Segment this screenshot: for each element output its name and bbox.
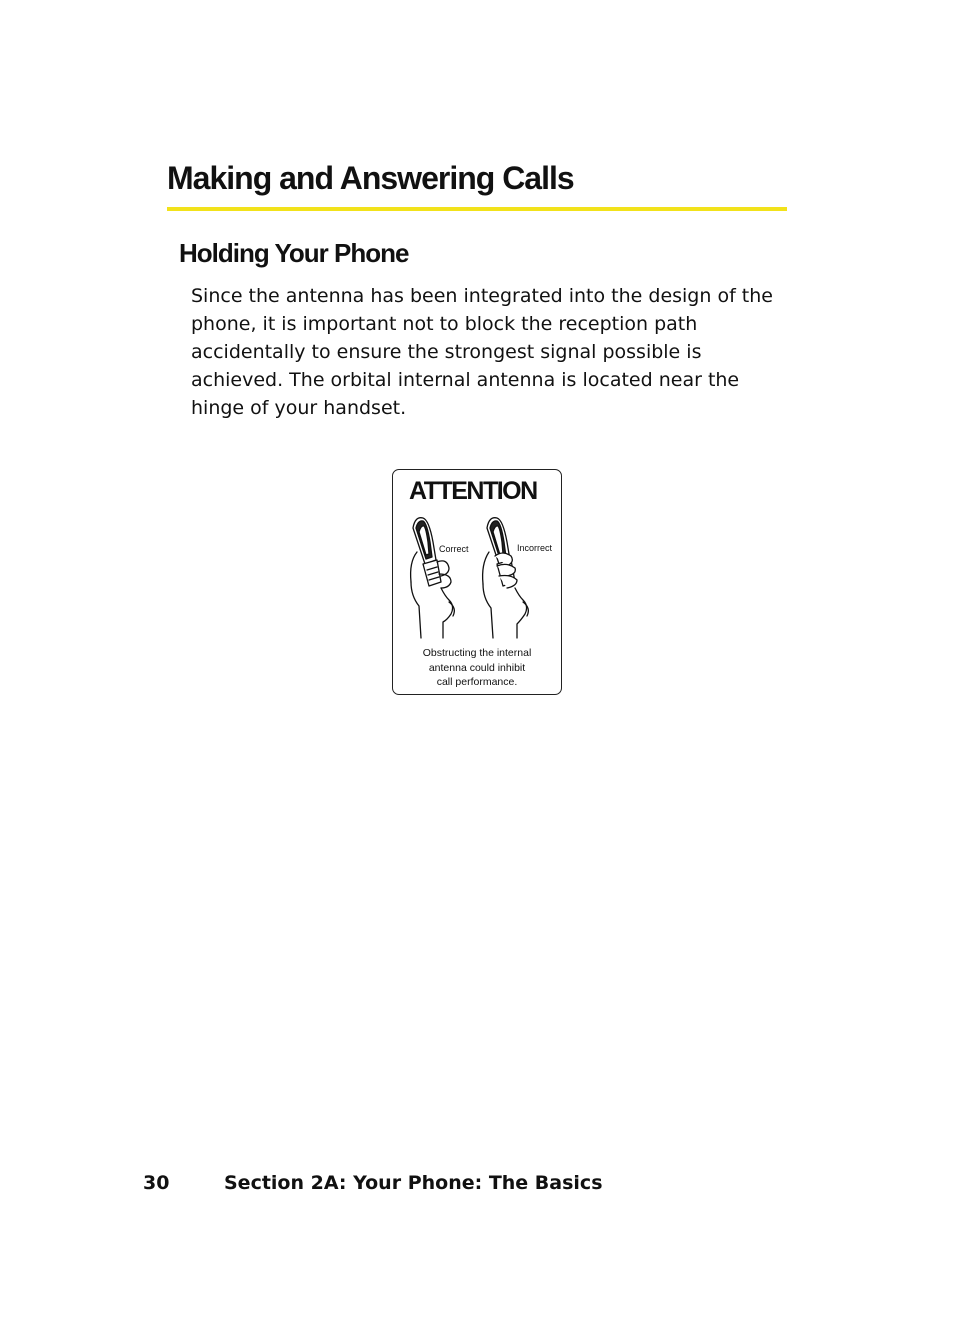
correct-hold-illustration: [411, 518, 455, 638]
phone-holding-illustration: [403, 512, 555, 640]
attention-caption: Obstructing the internal antenna could inhibit call performance.: [422, 647, 532, 688]
section-heading: Holding Your Phone: [179, 238, 409, 268]
label-incorrect: Incorrect: [517, 543, 553, 553]
attention-box: [392, 469, 562, 695]
incorrect-hold-illustration: [483, 518, 529, 638]
page-title: Making and Answering Calls: [167, 160, 574, 196]
footer-section-title: Section 2A: Your Phone: The Basics: [224, 1172, 603, 1194]
attention-heading: ATTENTION: [409, 477, 537, 505]
body-paragraph: Since the antenna has been integrated into the design of the phone, it is important not to block the reception path accidentally to ensure the strongest signal possible is achieved. The orbital internal antenna is located near the hinge of your handset.: [191, 285, 773, 419]
title-rule: [167, 207, 787, 211]
label-correct: Correct: [439, 544, 469, 554]
footer-page-number: 30: [143, 1172, 170, 1194]
